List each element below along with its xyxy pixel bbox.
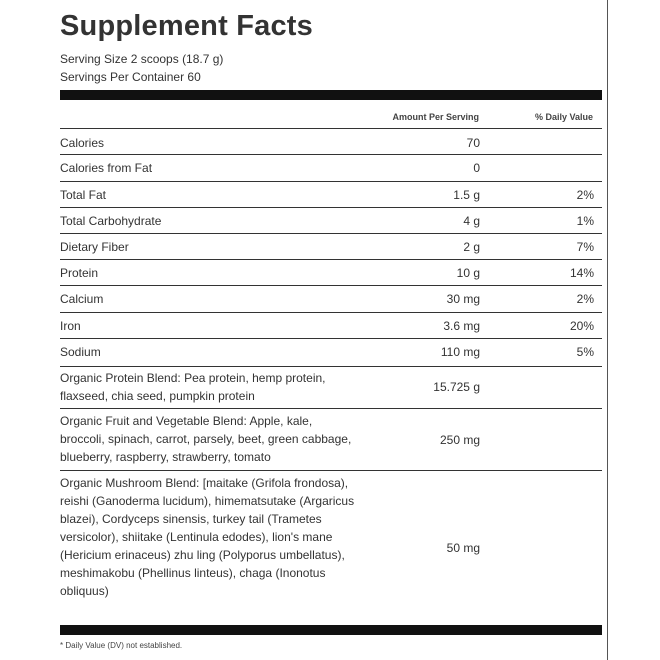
nutrient-row — [60, 338, 602, 366]
nutrient-amount: 30 mg — [446, 292, 480, 306]
nutrient-row — [60, 259, 602, 285]
bottom-divider-bar — [60, 625, 602, 635]
nutrient-row — [60, 312, 602, 338]
nutrient-row — [60, 285, 602, 312]
daily-value-column-header: % Daily Value — [534, 112, 593, 122]
nutrient-daily-value: 2% — [576, 188, 594, 202]
blend-row-protein — [60, 366, 602, 408]
blend-name: Organic Mushroom Blend: [maitake (Grifola frondosa), reishi (Ganoderma lucidum), himematsutake (Argaricus blazei), Cordyceps sinensis, turkey tail (Trametes versicolor), shiitake (Lentinula edodes), lion's mane (Hericium erinaceus) zhu ling (Polyporus umbellatus), meshimakobu (Phellinus linteus), chaga (Inonotus obliquus) — [60, 476, 355, 598]
blend-amount: 250 mg — [439, 433, 480, 447]
nutrient-name: Sodium — [60, 345, 101, 359]
nutrient-amount: 10 g — [456, 266, 480, 280]
nutrient-row — [60, 233, 602, 259]
nutrient-amount: 110 mg — [440, 345, 480, 359]
nutrient-amount: 1.5 g — [453, 188, 480, 202]
nutrient-table — [60, 128, 602, 624]
nutrient-daily-value: 14% — [569, 266, 594, 280]
top-divider-bar — [60, 90, 602, 100]
nutrient-daily-value: 7% — [576, 240, 594, 254]
nutrient-row — [60, 207, 602, 233]
blend-row-mushroom — [60, 470, 602, 624]
nutrient-name: Calories — [60, 136, 105, 150]
nutrient-daily-value: 5% — [576, 345, 594, 359]
blend-amount: 15.725 g — [433, 380, 480, 394]
nutrient-row — [60, 128, 602, 154]
nutrient-daily-value: 1% — [576, 214, 594, 228]
servings-per-container: Servings Per Container 60 — [60, 70, 201, 84]
nutrient-name: Iron — [60, 319, 81, 333]
nutrient-amount: 70 — [466, 136, 480, 150]
label-title: Supplement Facts — [60, 10, 313, 42]
nutrient-name: Calories from Fat — [60, 161, 153, 175]
nutrient-name: Total Carbohydrate — [60, 214, 162, 228]
nutrient-amount: 3.6 mg — [443, 319, 480, 333]
nutrient-daily-value: 2% — [576, 292, 594, 306]
amount-column-header: Amount Per Serving — [392, 112, 479, 122]
blend-name: Organic Protein Blend: Pea protein, hemp protein, flaxseed, chia seed, pumpkin protein — [60, 371, 326, 403]
supplement-facts-label — [54, 0, 608, 660]
nutrient-row — [60, 181, 602, 207]
blend-name: Organic Fruit and Vegetable Blend: Apple, kale, broccoli, spinach, carrot, parsely, beet, green cabbage, blueberry, raspberry, strawberry, tomato — [60, 414, 352, 464]
blend-row-fruit-vegetable — [60, 408, 602, 470]
serving-size: Serving Size 2 scoops (18.7 g) — [60, 52, 224, 66]
nutrient-name: Total Fat — [60, 188, 107, 202]
nutrient-name: Protein — [60, 266, 99, 280]
nutrient-amount: 4 g — [463, 214, 480, 228]
nutrient-amount: 2 g — [463, 240, 480, 254]
blend-amount: 50 mg — [446, 541, 480, 555]
nutrient-name: Dietary Fiber — [60, 240, 129, 254]
daily-value-footnote: * Daily Value (DV) not established. — [60, 641, 183, 650]
nutrient-amount: 0 — [473, 161, 480, 175]
nutrient-daily-value: 20% — [569, 319, 594, 333]
nutrient-row — [60, 154, 602, 181]
nutrient-name: Calcium — [60, 292, 104, 306]
